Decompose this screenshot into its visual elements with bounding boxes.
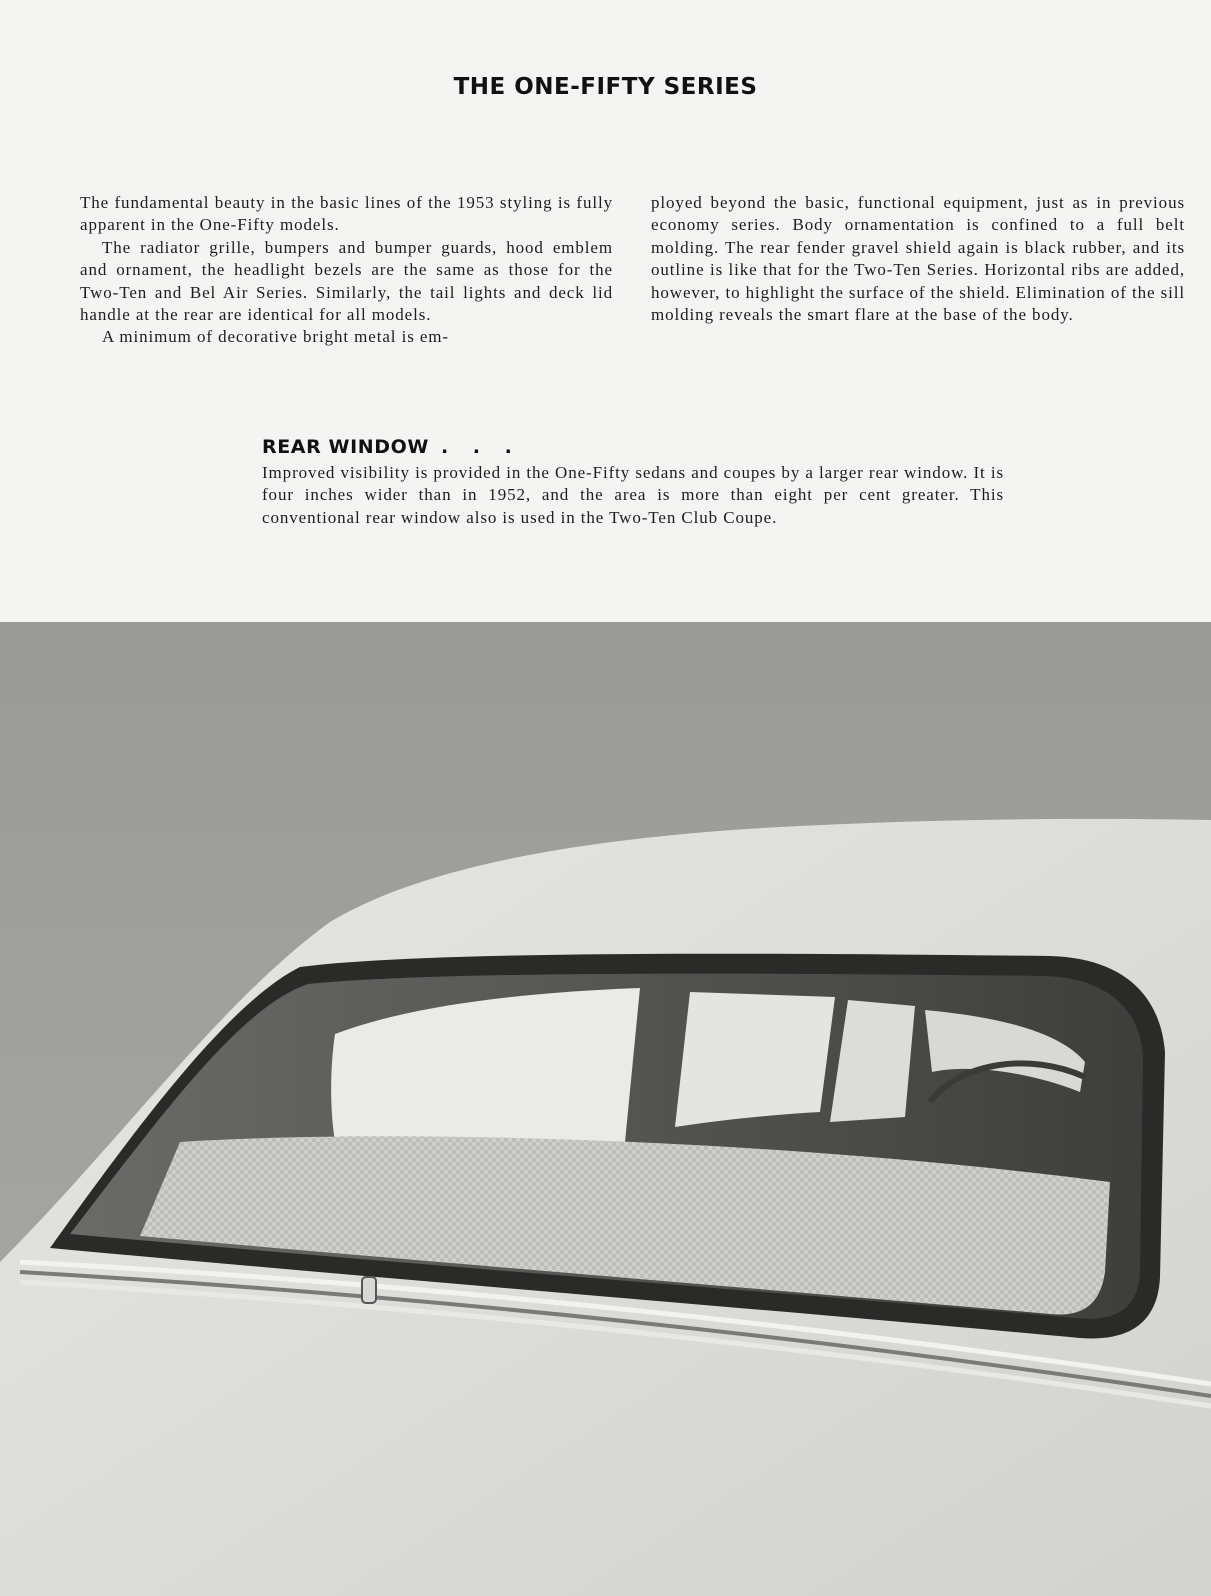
left-paragraph-2: The radiator grille, bumpers and bumper guards, hood emblem and ornament, the headlight bezels are the same as those for the Two-Ten and Bel Air Series. Similarly, the tail lights and deck lid handle at the rear are identical for all models.: [80, 237, 613, 325]
section-heading-dots: . . .: [440, 436, 521, 458]
car-rear-window-illustration: [0, 622, 1211, 1596]
left-paragraph-3: A minimum of decorative bright metal is em-: [102, 327, 449, 347]
right-side-window: [675, 992, 835, 1127]
section-heading: [262, 436, 521, 458]
left-text-column: [80, 192, 613, 349]
page-title: THE ONE-FIFTY SERIES: [453, 74, 758, 100]
section-body: Improved visibility is provided in the One-Fifty sedans and coupes by a larger rear window. It is four inches wider than in 1952, and the area is more than eight per cent greater. This conventional rear window also is used in the Two-Ten Club Coupe.: [262, 463, 1004, 527]
right-text-column: [651, 192, 1185, 326]
molding-clip: [362, 1277, 376, 1303]
rear-window-photo: [0, 622, 1211, 1596]
right-paragraph-1: ployed beyond the basic, functional equipment, just as in previous economy series. Body ornamentation is confined to a full belt molding. The rear fender gravel shield again is black rubber, and its outline is like that for the Two-Ten Series. Horizontal ribs are added, however, to highlight the surface of the shield. Elimination of the sill molding reveals the smart flare at the base of the body.: [651, 193, 1185, 325]
left-paragraph-1: The fundamental beauty in the basic lines of the 1953 styling is fully apparent in the One-Fifty models.: [80, 193, 613, 235]
section-heading-text: REAR WINDOW: [262, 436, 429, 458]
